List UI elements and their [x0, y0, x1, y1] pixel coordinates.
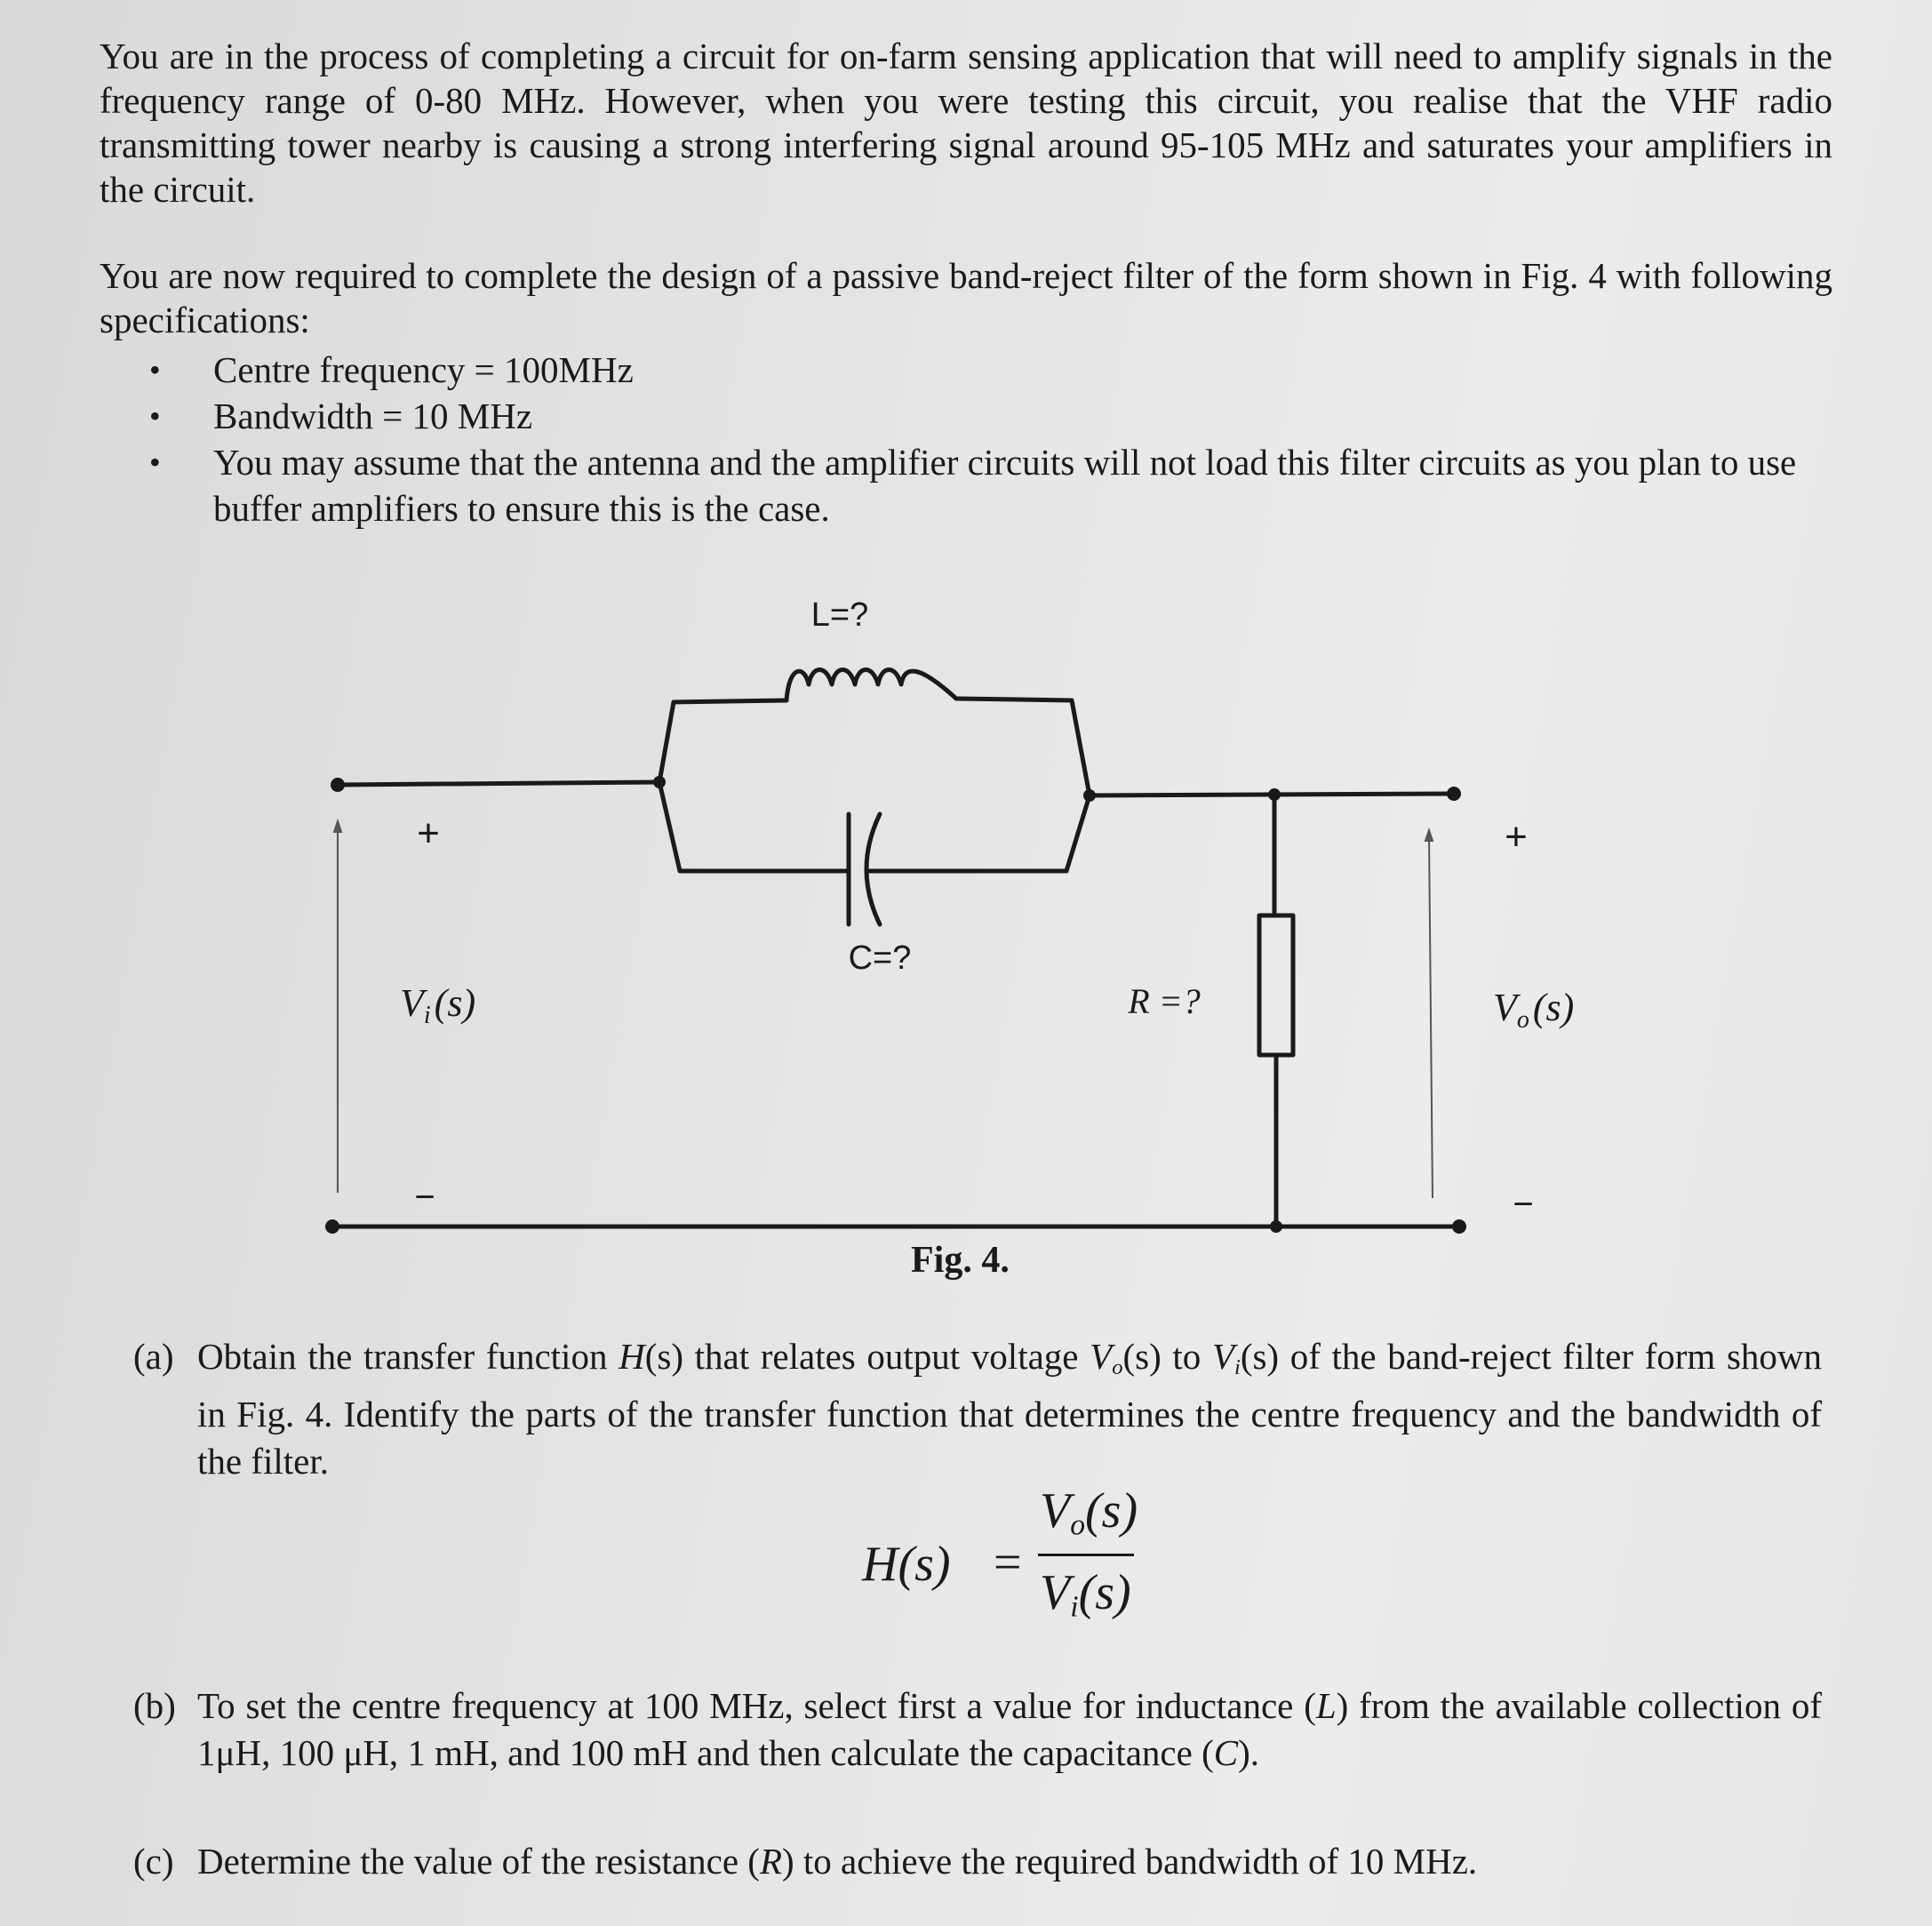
- question-c-label: (c): [133, 1841, 174, 1882]
- equation-lhs: H(s): [862, 1537, 951, 1592]
- input-voltage-arrowhead: [334, 821, 341, 832]
- capacitor-label: C=?: [848, 939, 912, 977]
- equation-numerator: $V_o(s)$: [1040, 1483, 1138, 1542]
- question-c-text: Determine the value of the resistance (R) to achieve the required bandwidth of 10 MHz.: [197, 1841, 1478, 1882]
- output-bottom-terminal: [1452, 1219, 1466, 1234]
- inductor-label: L=?: [810, 596, 869, 634]
- output-top-terminal: [1447, 787, 1461, 801]
- question-a-label: (a): [133, 1336, 174, 1377]
- intro-paragraph: You are in the process of completing a circuit for on-farm sensing application that will need to amplify signals in the frequency range of 0-80 MHz. However, when you were testing this circuit, you realise that the VHF radio transmitting tower nearby is causing a strong interfering signal around 95-105 MHz and saturates your amplifiers in the circuit.: [100, 36, 1832, 210]
- inductor-coil: [786, 670, 956, 701]
- spec-bandwidth: • Bandwidth = 10 MHz: [142, 393, 1831, 439]
- resistor-body: [1259, 915, 1293, 1055]
- tank-left-lower-wire: [659, 782, 849, 871]
- resistor-top-node: [1268, 788, 1281, 801]
- question-b: [133, 1682, 1822, 1777]
- tank-right-lower-wire: [866, 795, 1090, 871]
- figure-caption: Fig. 4.: [911, 1240, 1010, 1281]
- output-voltage-label: Vo(s): [1493, 986, 1575, 1034]
- output-voltage-arrow-line: [1429, 835, 1433, 1198]
- input-top-wire: [338, 782, 659, 785]
- question-a: [133, 1333, 1822, 1485]
- resistor-bottom-node: [1270, 1220, 1282, 1233]
- input-plus-sign: +: [417, 811, 440, 855]
- input-top-terminal: [331, 778, 345, 792]
- equation-denominator: $V_i(s)$: [1040, 1565, 1131, 1624]
- output-voltage-arrowhead: [1425, 830, 1433, 841]
- output-minus-sign: −: [1513, 1185, 1534, 1224]
- tank-right-node: [1083, 789, 1096, 802]
- spec-loading-assumption: • You may assume that the antenna and the amplifier circuits will not load this filter circuits as you plan to use buffer amplifiers to ensure this is the case.: [142, 439, 1831, 531]
- question-b-text: To set the centre frequency at 100 MHz, select first a value for inductance (L) from the available collection of 1μH, 100 μH, 1 mH, and 100 mH and then calculate the capacitance (C).: [197, 1685, 1822, 1773]
- question-a-text: Obtain the transfer function H(s) that relates output voltage $V_o(s)$ to $V_i(s)$ of the band-reject filter form shown in Fig. 4. Identify the parts of the transfer function that determines the centre frequency and the bandwidth of the filter.: [197, 1336, 1823, 1482]
- question-c: [133, 1838, 1822, 1885]
- tank-left-node: [653, 776, 666, 788]
- spec-centre-frequency: • Centre frequency = 100MHz: [142, 347, 1831, 393]
- equation-equals: =: [994, 1535, 1022, 1590]
- question-b-label: (b): [133, 1685, 176, 1726]
- input-bottom-terminal: [325, 1219, 339, 1234]
- task-paragraph: You are now required to complete the design of a passive band-reject filter of the form shown in Fig. 4 with following specifications:: [100, 255, 1832, 340]
- output-plus-sign: +: [1505, 815, 1528, 859]
- tank-left-upper-wire: [659, 700, 786, 782]
- input-minus-sign: −: [414, 1178, 435, 1217]
- input-voltage-label: Vi(s): [400, 981, 476, 1029]
- tank-right-upper-wire: [956, 699, 1090, 795]
- resistor-label: R =?: [1128, 981, 1201, 1021]
- fraction-bar: [1038, 1554, 1134, 1556]
